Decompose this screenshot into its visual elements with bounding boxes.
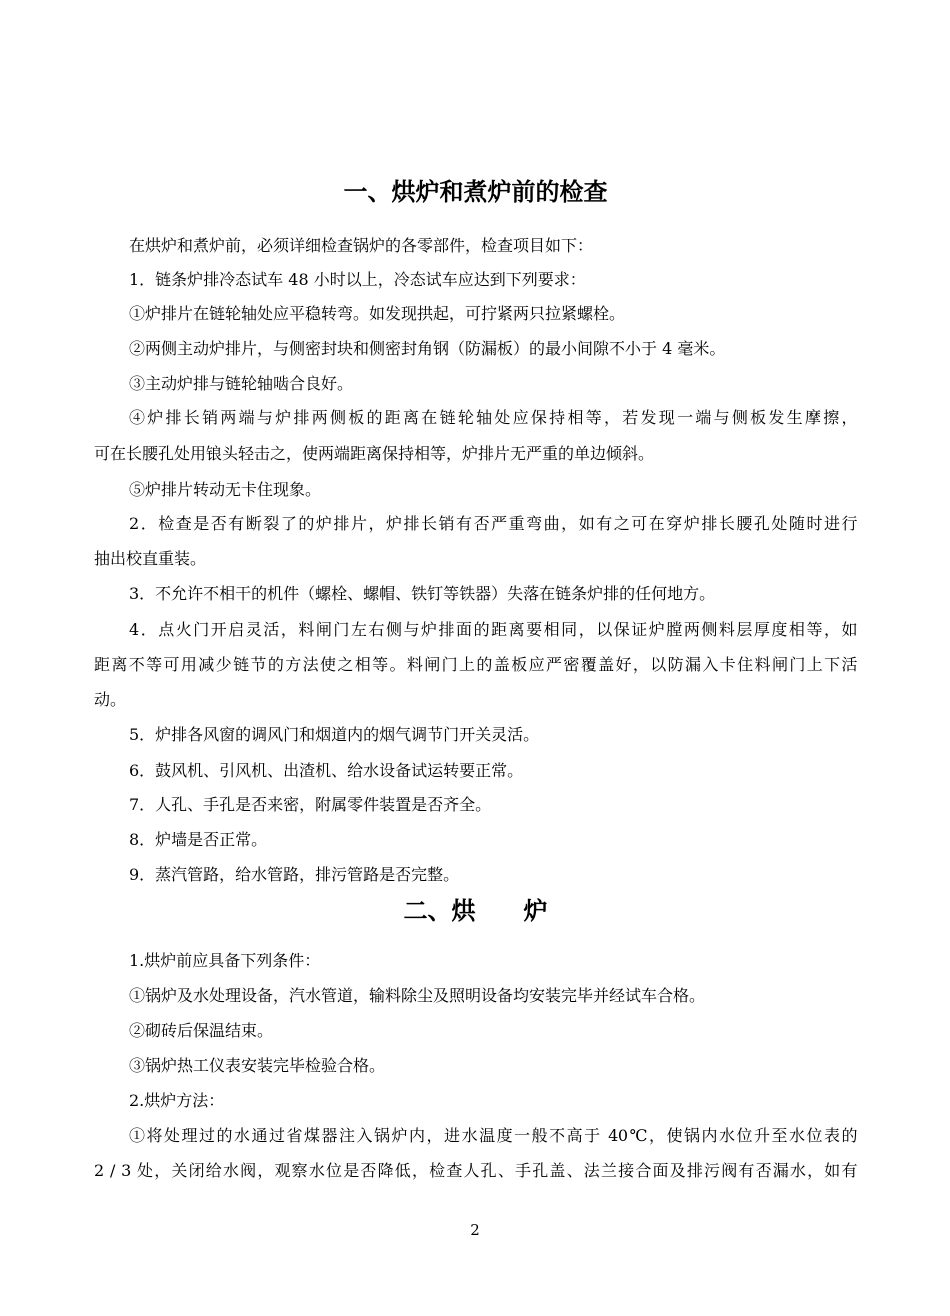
section2-title: 二、烘 炉	[403, 897, 548, 925]
section1-item3: 3．不允许不相干的机件（螺栓、螺帽、铁钉等铁器）失落在链条炉排的任何地方。	[129, 584, 716, 603]
section1-item1-sub5: ⑤炉排片转动无卡住现象。	[129, 480, 322, 499]
section2-item1-sub2: ②砌砖后保温结束。	[129, 1021, 274, 1040]
section1-item9: 9．蒸汽管路，给水管路，排污管路是否完整。	[129, 865, 460, 884]
section2-item2-sub1-line1: ①将处理过的水通过省煤器注入锅炉内，进水温度一般不高于 40℃，使锅内水位升至水位表的	[129, 1126, 857, 1145]
section1-item1-sub4-line1: ④炉排长销两端与炉排两侧板的距离在链轮轴处应保持相等，若发现一端与侧板发生摩擦，	[129, 408, 857, 427]
section2-item1-sub3: ③锅炉热工仪表安装完毕检验合格。	[129, 1056, 386, 1075]
section1-item4-line3: 动。	[94, 690, 127, 709]
section1-item2-line1: 2．检查是否有断裂了的炉排片，炉排长销有否严重弯曲，如有之可在穿炉排长腰孔处随时进行	[129, 514, 857, 533]
section1-item7: 7．人孔、手孔是否来密，附属零件装置是否齐全。	[129, 795, 492, 814]
section2-item1: 1.烘炉前应具备下列条件：	[129, 951, 321, 970]
section1-item1-sub3: ③主动炉排与链轮轴啮合良好。	[129, 374, 354, 393]
section1-item1-sub2: ②两侧主动炉排片，与侧密封块和侧密封角钢（防漏板）的最小间隙不小于 4 毫米。	[129, 339, 726, 358]
section1-item1-sub1: ①炉排片在链轮轴处应平稳转弯。如发现拱起，可拧紧两只拉紧螺栓。	[129, 304, 626, 323]
section1-item4-line2: 距离不等可用减少链节的方法使之相等。料闸门上的盖板应严密覆盖好，以防漏入卡住料闸门上下活	[94, 655, 857, 674]
section1-item4-line1: 4．点火门开启灵活，料闸门左右侧与炉排面的距离要相同，以保证炉膛两侧料层厚度相等，如	[129, 620, 857, 639]
section1-item1-sub4-line2: 可在长腰孔处用锒头轻击之，使两端距离保持相等，炉排片无严重的单边倾斜。	[94, 444, 655, 463]
page-number: 2	[470, 1221, 480, 1239]
section1-title: 一、烘炉和煮炉前的检查	[343, 178, 608, 206]
section2-item2: 2.烘炉方法：	[129, 1091, 225, 1110]
section1-intro: 在烘炉和煮炉前，必须详细检查锅炉的各零部件，检查项目如下：	[129, 236, 594, 255]
section1-item1: 1．链条炉排冷态试车 48 小时以上，冷态试车应达到下列要求：	[129, 270, 586, 289]
section2-item2-sub1-line2: 2 / 3 处，关闭给水阀，观察水位是否降低，检查人孔、手孔盖、法兰接合面及排污阀有否漏水，如有	[94, 1161, 857, 1180]
section2-item1-sub1: ①锅炉及水处理设备，汽水管道，输料除尘及照明设备均安装完毕并经试车合格。	[129, 986, 706, 1005]
section1-item6: 6．鼓风机、引风机、出渣机、给水设备试运转要正常。	[129, 761, 524, 780]
section1-item2-line2: 抽出校直重装。	[94, 549, 207, 568]
section1-item8: 8．炉墙是否正常。	[129, 830, 268, 849]
section1-item5: 5．炉排各风窗的调风门和烟道内的烟气调节门开关灵活。	[129, 725, 540, 744]
